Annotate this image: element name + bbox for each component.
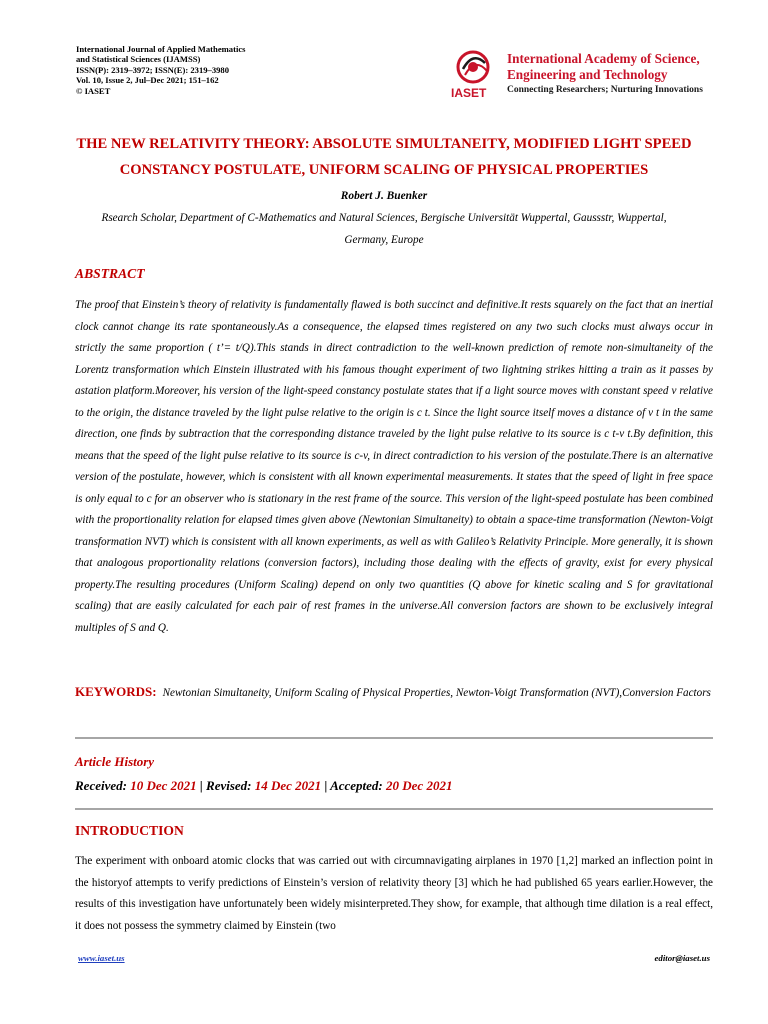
article-history-heading: Article History bbox=[75, 754, 155, 769]
journal-info bbox=[76, 44, 376, 96]
journal-line: ISSN(P): 2319–3972; ISSN(E): 2319–3980 bbox=[76, 64, 230, 75]
divider bbox=[75, 808, 713, 810]
accepted-label: | Accepted: bbox=[321, 778, 383, 793]
accepted-date: 20 Dec 2021 bbox=[386, 778, 453, 793]
abstract-text: The proof that Einstein’s theory of relativity is fundamentally flawed is both succinct and definitive.It rests squarely on the fact that an inertial clock cannot change its rate spontaneously.As a consequence, the elapsed times registered on any two such clocks must always occur in strictly the same proportion ( t’= t/Q).This stands in direct contradiction to the well-known prediction of remote non-simultaneity of the Lorentz transformation which Einstein illustrated with his famous thought experiment of two lightning strikes hitting a train as it passes by astation platform.Moreover, his version of the light-speed constancy postulate states that if a light source moves with constant speed v relative to the origin, the distance traveled by the light pulse relative to the origin is c t. Since the light source itself moves a distance of v t in the same direction, one finds by subtraction that the corresponding distance traveled by the light pulse relative to its source is c t-v t.By definition, this means that the speed of the light pulse relative to its source is c-v, in direct contradiction to his version of the postulate.There is an alternative version of the postulate, however, which is consistent with all known experimental measurements. It states that the speed of light in free space is only equal to c for an observer who is stationary in the rest frame of the source. This version of the light-speed postulate has been combined with the proportionality relation for elapsed times given above (Newtonian Simultaneity) to obtain a space-time transformation (Newton-Voigt transformation NVT) which is consistent with all known experiments, as well as with Galileo’s Relativity Principle. More generally, it is shown that analogous proportionality relations (conversion factors), including those dealing with the effects of gravity, exist for every physical property.The resulting procedures (Uniform Scaling) depend on only two quantities (Q above for kinetic scaling and S for gravitational scaling) that are easily calculated for each pair of rest frames in the universe.All conversion factors are shown to be exclusively integral multiples of S and Q. bbox=[75, 299, 713, 634]
introduction-text: The experiment with onboard atomic clocks that was carried out with circumnavigating airplanes in 1970 [1,2] marked an inflection point in the historyof attempts to verify predictions of Einstein’s version of relativity theory [3] which he had published 65 years earlier.However, the results of this investigation have unfortunately been widely misinterpreted.They show, for example, that although time dilation is a real effect, it does not possess the symmetry claimed by Einstein (two bbox=[75, 855, 713, 932]
iaset-emblem-icon bbox=[449, 47, 501, 99]
logo-tagline: Connecting Researchers; Nurturing Innovations bbox=[507, 85, 703, 95]
logo-line-1: International Academy of Science, bbox=[507, 51, 700, 66]
introduction-heading: INTRODUCTION bbox=[75, 823, 184, 838]
revised-date: 14 Dec 2021 bbox=[254, 778, 322, 793]
footer-website-link[interactable]: www.iaset.us bbox=[78, 953, 125, 963]
paper-title: THE NEW RELATIVITY THEORY: ABSOLUTE SIMULTANEITY, MODIFIED LIGHT SPEED CONSTANCY POSTULATE, UNIFORM SCALING OF PHYSICAL PROPERTIES bbox=[76, 136, 692, 178]
emblem-text: IASET bbox=[451, 86, 487, 99]
keywords bbox=[75, 681, 713, 705]
received-date: 10 Dec 2021 bbox=[130, 778, 197, 793]
journal-line: Vol. 10, Issue 2, Jul–Dec 2021; 151–162 bbox=[76, 75, 219, 86]
abstract-heading: ABSTRACT bbox=[75, 266, 145, 281]
author-name: Robert J. Buenker bbox=[340, 190, 428, 202]
divider bbox=[75, 737, 713, 739]
publisher-logo bbox=[447, 45, 737, 103]
footer-email: editor@iaset.us bbox=[654, 953, 710, 963]
journal-line: © IASET bbox=[76, 85, 111, 96]
keywords-text: Newtonian Simultaneity, Uniform Scaling of Physical Properties, Newton-Voigt Transformation (NVT),Conversion Factors bbox=[162, 687, 711, 699]
keywords-label: KEYWORDS: bbox=[75, 684, 157, 699]
received-label: Received: bbox=[75, 778, 127, 793]
logo-line-2: Engineering and Technology bbox=[507, 67, 668, 82]
journal-line: and Statistical Sciences (IJAMSS) bbox=[76, 54, 201, 65]
article-history-dates bbox=[75, 778, 452, 794]
journal-line: International Journal of Applied Mathematics bbox=[76, 44, 246, 54]
revised-label: | Revised: bbox=[196, 778, 252, 793]
author-affiliation: Rsearch Scholar, Department of C-Mathematics and Natural Sciences, Bergische Universität Wuppertal, Gaussstr, Wuppertal, Germany, Europe bbox=[101, 212, 667, 246]
